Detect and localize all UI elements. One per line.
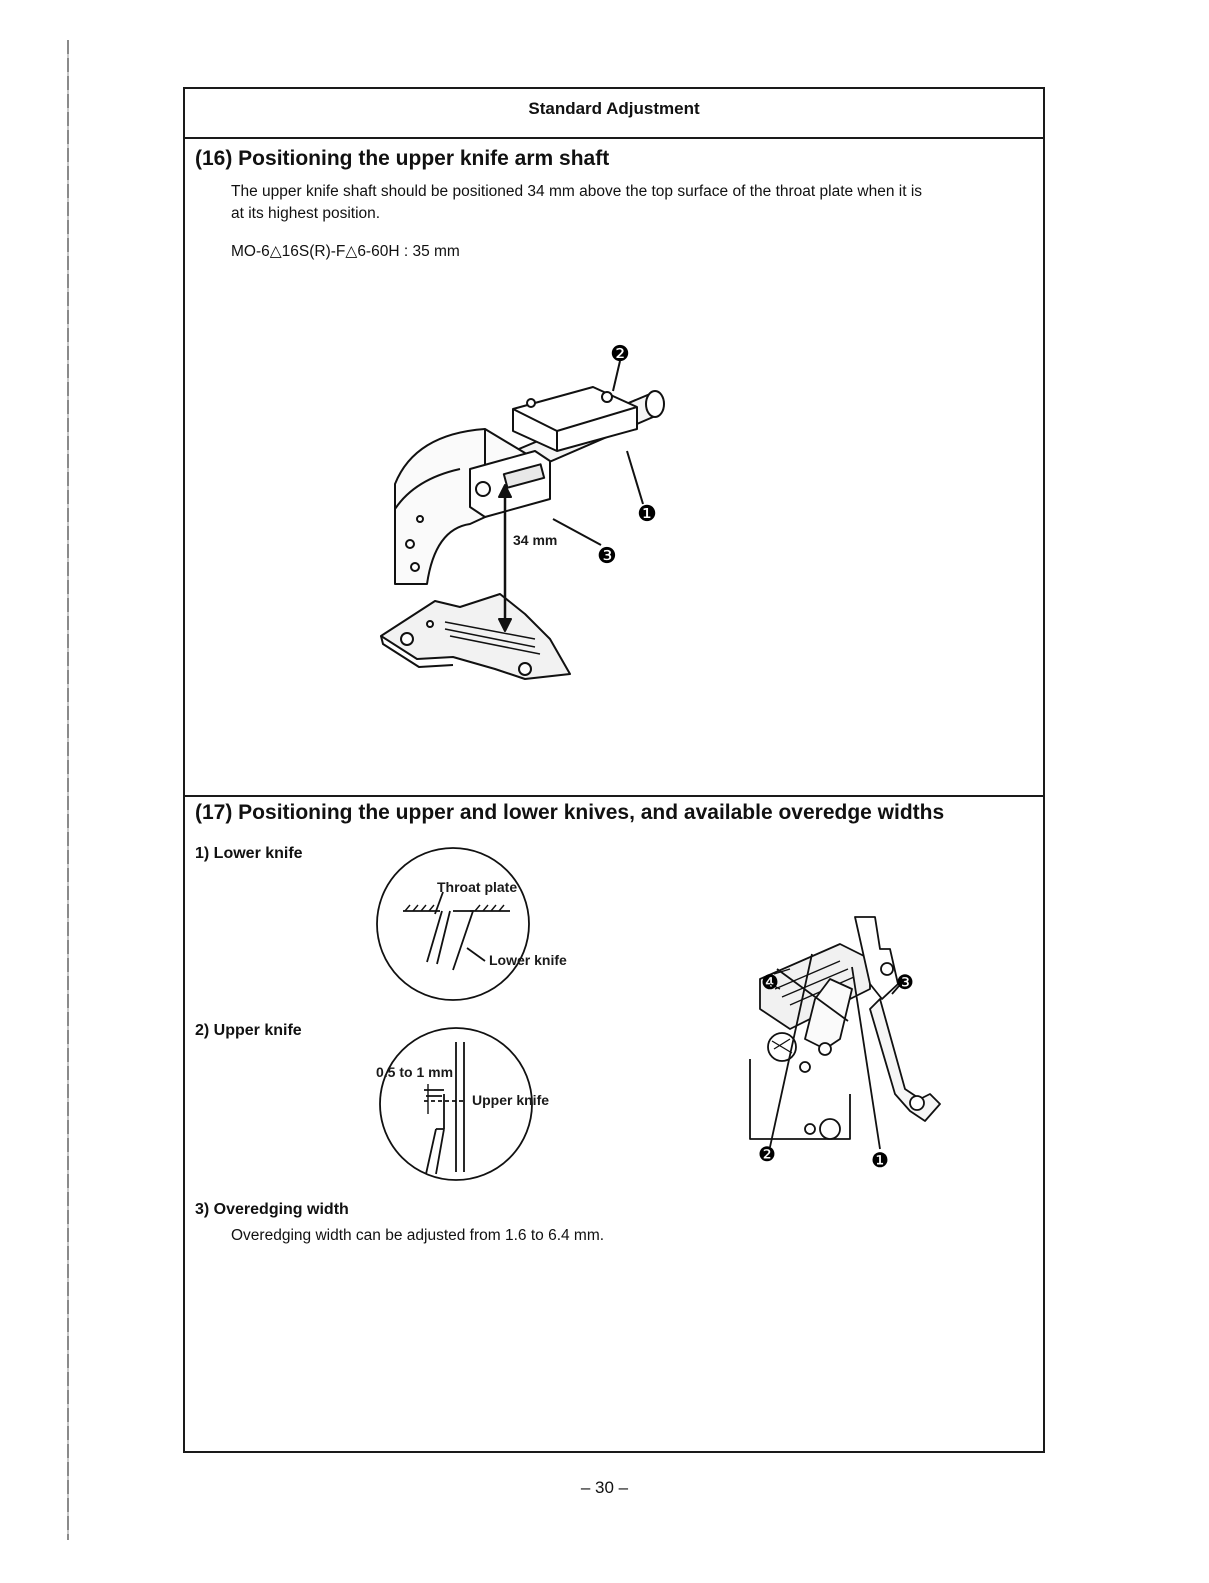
overedging-text: Overedging width can be adjusted from 1.6 to 6.4 mm. <box>231 1227 605 1244</box>
upper-knife-label: Upper knife <box>472 1092 550 1108</box>
header-title: Standard Adjustment <box>528 99 700 118</box>
callout-2: ❷ <box>758 1142 776 1166</box>
overedging-heading: 3) Overedging width <box>195 1201 349 1218</box>
callout-1: ❶ <box>871 1148 889 1172</box>
section-16-text-line1: The upper knife shaft should be positioned 34 mm above the top surface of the throat plate when it is <box>231 183 923 200</box>
header-divider <box>185 137 1043 139</box>
section-16-title: (16) Positioning the upper knife arm shaft <box>195 147 610 170</box>
upper-knife-arm-figure <box>375 339 695 679</box>
knife-assembly-figure <box>730 889 955 1179</box>
callout-3: ❸ <box>597 544 617 569</box>
scan-edge <box>67 40 69 1540</box>
lower-knife-label: Lower knife <box>489 952 567 968</box>
lower-knife-diagram <box>375 844 595 1004</box>
model-note: MO-6△16S(R)-F△6-60H : 35 mm <box>231 243 460 260</box>
lower-knife-heading: 1) Lower knife <box>195 845 303 862</box>
section-16-text-line2: at its highest position. <box>231 205 381 222</box>
adjustment-frame <box>183 87 1045 1453</box>
throat-plate-label: Throat plate <box>437 879 518 895</box>
upper-knife-heading: 2) Upper knife <box>195 1022 302 1039</box>
section-divider <box>185 795 1043 797</box>
page-number: – 30 – <box>580 1478 629 1497</box>
upper-knife-diagram <box>340 1024 600 1189</box>
dimension-label: 34 mm <box>513 532 558 548</box>
callout-3: ❸ <box>896 970 914 994</box>
gap-label: 0.5 to 1 mm <box>376 1064 454 1080</box>
callout-4: ❹ <box>761 970 779 994</box>
section-17-title: (17) Positioning the upper and lower knives, and available overedge widths <box>195 801 945 824</box>
callout-1: ❶ <box>637 502 657 527</box>
callout-2: ❷ <box>610 342 630 367</box>
